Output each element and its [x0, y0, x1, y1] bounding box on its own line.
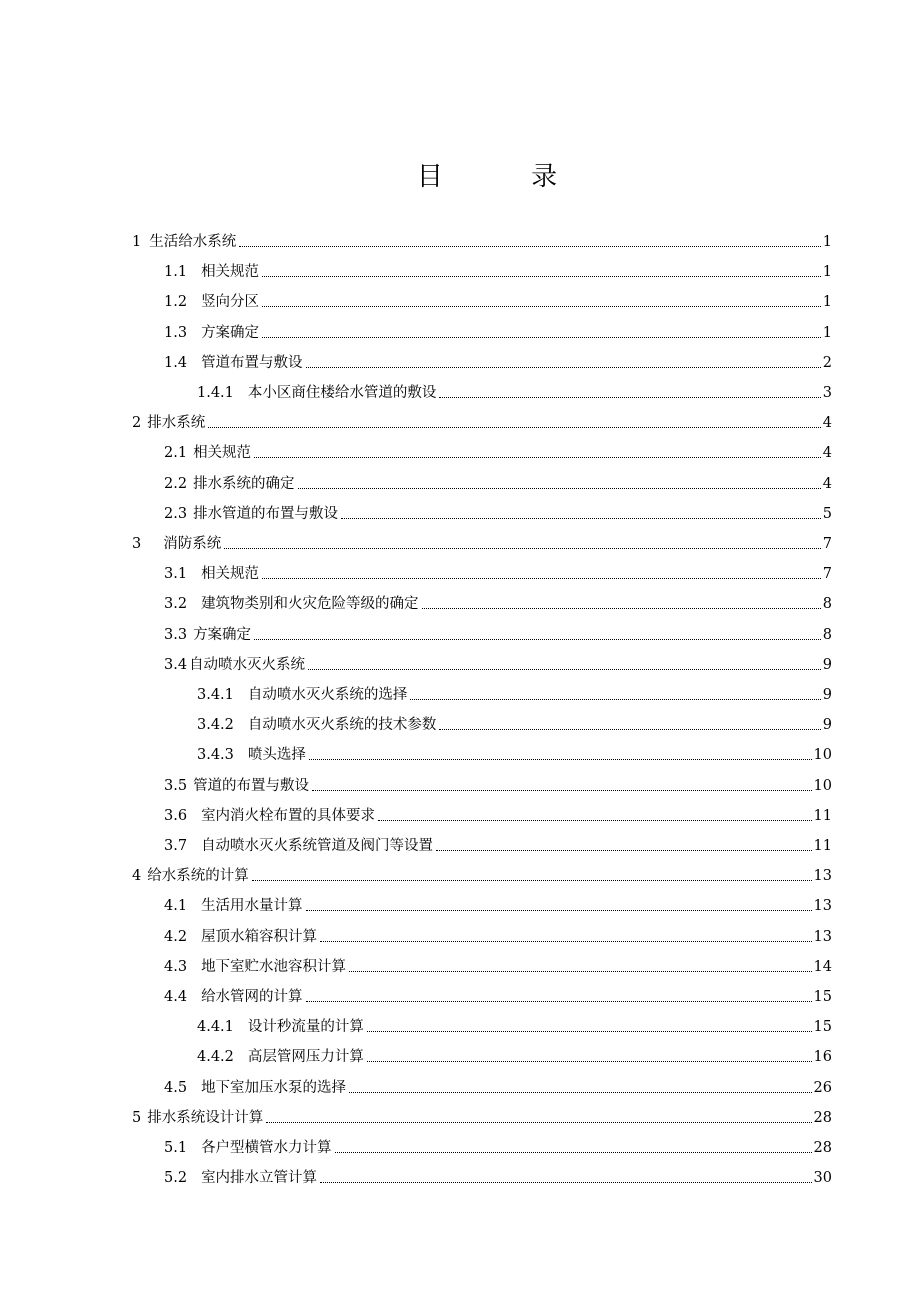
toc-entry-number: 3.1	[164, 566, 188, 583]
toc-entry-page-number: 1	[822, 324, 832, 341]
toc-dot-leader	[320, 1182, 811, 1183]
toc-dot-leader	[410, 699, 820, 700]
toc-entry-number: 5	[132, 1109, 142, 1126]
toc-entry-page-number: 7	[822, 536, 832, 552]
toc-entry-title: 自动喷水灭火系统管道及阀门等设置	[201, 838, 434, 854]
toc-entry-title: 本小区商住楼给水管道的敷设	[247, 385, 437, 401]
toc-dot-leader	[341, 518, 821, 519]
toc-entry-number: 4.4.1	[197, 1019, 234, 1036]
toc-dot-leader	[335, 1152, 812, 1153]
toc-entry-number: 3.5	[164, 777, 188, 794]
toc-dot-leader	[309, 759, 812, 760]
toc-dot-leader	[378, 820, 811, 821]
toc-entry-title: 自动喷水灭火系统的选择	[247, 687, 408, 703]
toc-entry-number: 1.4	[164, 354, 188, 371]
toc-entry-number: 1.4.1	[197, 385, 234, 401]
toc-entry-title: 自动喷水灭火系统	[189, 656, 306, 673]
toc-entry[interactable]	[164, 886, 832, 916]
toc-entry-title: 管道的布置与敷设	[193, 777, 310, 794]
toc-dot-leader	[439, 397, 820, 398]
toc-entry[interactable]	[164, 1068, 832, 1098]
toc-dot-leader	[306, 367, 821, 368]
toc-entry-page-number: 9	[822, 656, 832, 673]
toc-dot-leader	[254, 457, 821, 458]
toc-entry-title: 各户型横管水力计算	[201, 1140, 332, 1156]
toc-entry-number: 2.1	[164, 445, 188, 462]
toc-entry-title: 地下室加压水泵的选择	[201, 1079, 347, 1096]
toc-entry-page-number: 10	[813, 777, 832, 794]
toc-entry-number: 3.4	[164, 656, 188, 673]
toc-dot-leader	[306, 910, 812, 911]
toc-entry-number: 3.6	[164, 807, 188, 824]
toc-entry[interactable]	[164, 645, 832, 675]
toc-entry[interactable]	[164, 1128, 832, 1158]
toc-entry-page-number: 14	[813, 958, 832, 975]
toc-entry-page-number: 2	[822, 354, 832, 371]
toc-entry-page-number: 15	[813, 989, 832, 1005]
toc-entry-number: 2.2	[164, 475, 188, 492]
toc-entry[interactable]	[132, 856, 832, 886]
toc-entry[interactable]	[164, 584, 832, 614]
toc-entry-page-number: 7	[822, 566, 832, 583]
toc-entry-title: 排水系统设计计算	[147, 1109, 264, 1126]
toc-entry-title: 设计秒流量的计算	[247, 1019, 364, 1036]
toc-entry-page-number: 1	[822, 234, 832, 250]
toc-dot-leader	[262, 337, 821, 338]
toc-entry-number: 4.4	[164, 989, 188, 1005]
toc-entry[interactable]	[164, 494, 832, 524]
toc-entry-page-number: 15	[813, 1019, 832, 1036]
toc-dot-leader	[262, 306, 821, 307]
toc-entry-number: 5.1	[164, 1140, 188, 1156]
toc-dot-leader	[254, 639, 821, 640]
toc-dot-leader	[208, 427, 821, 428]
toc-entry-page-number: 9	[822, 717, 832, 734]
toc-entry-title: 喷头选择	[247, 747, 306, 764]
toc-entry-page-number: 28	[813, 1109, 832, 1126]
toc-entry[interactable]	[132, 403, 832, 433]
toc-entry[interactable]	[132, 1098, 832, 1128]
toc-dot-leader	[436, 850, 811, 851]
toc-entry[interactable]	[164, 343, 832, 373]
toc-entry[interactable]	[164, 766, 832, 796]
toc-entry-page-number: 30	[813, 1170, 832, 1187]
toc-entry[interactable]	[164, 977, 832, 1007]
toc-entry-number: 3.7	[164, 838, 188, 854]
toc-entry[interactable]	[164, 615, 832, 645]
toc-dot-leader	[422, 608, 821, 609]
toc-entry-page-number: 13	[813, 898, 832, 915]
toc-dot-leader	[312, 790, 811, 791]
toc-dot-leader	[298, 488, 821, 489]
toc-entry-page-number: 4	[822, 445, 832, 462]
toc-entry[interactable]	[164, 1158, 832, 1188]
toc-dot-leader	[306, 1001, 812, 1002]
toc-entry-title: 高层管网压力计算	[247, 1049, 364, 1066]
toc-entry-number: 4.2	[164, 928, 188, 945]
toc-entry[interactable]	[164, 282, 832, 312]
toc-entry-page-number: 28	[813, 1140, 832, 1156]
toc-dot-leader	[239, 246, 821, 247]
toc-entry-title: 方案确定	[201, 324, 260, 341]
toc-entry-page-number: 3	[822, 385, 832, 401]
toc-entry-page-number: 13	[813, 868, 832, 885]
toc-entry[interactable]	[197, 1037, 832, 1067]
toc-entry-page-number: 11	[813, 807, 832, 824]
toc-entry[interactable]	[164, 554, 832, 584]
toc-entry-title: 室内消火栓布置的具体要求	[201, 807, 376, 824]
toc-dot-leader	[367, 1031, 812, 1032]
toc-entry-title: 相关规范	[201, 566, 260, 583]
toc-entry-title: 地下室贮水池容积计算	[201, 958, 347, 975]
toc-dot-leader	[349, 971, 811, 972]
toc-dot-leader	[266, 1122, 811, 1123]
toc-entry-number: 1.2	[164, 294, 188, 311]
toc-entry[interactable]	[164, 826, 832, 856]
toc-entry-title: 室内排水立管计算	[201, 1170, 318, 1187]
toc-entry-page-number: 10	[813, 747, 832, 764]
toc-entry-page-number: 11	[813, 838, 832, 854]
toc-entry-number: 4.3	[164, 958, 188, 975]
toc-entry-page-number: 5	[822, 505, 832, 522]
toc-entry-number: 3	[132, 536, 142, 552]
toc-entry[interactable]	[197, 373, 832, 403]
toc-entry-number: 4.5	[164, 1079, 188, 1096]
toc-entry-title: 排水系统	[147, 415, 206, 432]
toc-dot-leader	[262, 276, 821, 277]
toc-dot-leader	[349, 1092, 811, 1093]
toc-entry-page-number: 4	[822, 475, 832, 492]
toc-entry[interactable]	[164, 464, 832, 494]
toc-entry-number: 3.2	[164, 596, 188, 613]
toc-entry[interactable]	[164, 313, 832, 343]
toc-entry-title: 给水管网的计算	[201, 989, 303, 1005]
toc-entry-page-number: 16	[813, 1049, 832, 1066]
toc-entry[interactable]	[164, 433, 832, 463]
toc-entry-title: 屋顶水箱容积计算	[201, 928, 318, 945]
toc-entry-number: 3.4.2	[197, 717, 234, 734]
toc-entry-number: 4.4.2	[197, 1049, 234, 1066]
toc-entry-number: 2	[132, 415, 142, 432]
toc-entry-page-number: 1	[822, 264, 832, 281]
toc-dot-leader	[439, 729, 820, 730]
toc-entry-number: 5.2	[164, 1170, 188, 1187]
toc-entry-title: 生活用水量计算	[201, 898, 303, 915]
toc-entry[interactable]	[164, 917, 832, 947]
toc-entry-number: 2.3	[164, 505, 188, 522]
toc-entry-title: 建筑物类别和火灾危险等级的确定	[201, 596, 419, 613]
toc-entry-title: 生活给水系统	[149, 234, 237, 250]
toc-entry[interactable]	[132, 222, 832, 252]
toc-entry-number: 4.1	[164, 898, 188, 915]
toc-entry-number: 3.3	[164, 626, 188, 643]
toc-dot-leader	[320, 941, 811, 942]
toc-entry-title: 相关规范	[193, 445, 252, 462]
toc-entry-title: 消防系统	[163, 536, 222, 552]
toc-entry[interactable]	[164, 252, 832, 282]
toc-dot-leader	[262, 578, 821, 579]
page-title: 目 录	[416, 162, 598, 192]
toc-dot-leader	[308, 669, 821, 670]
toc-entry-page-number: 8	[822, 626, 832, 643]
toc-entry-number: 1.1	[164, 264, 188, 281]
toc-entry-number: 3.4.3	[197, 747, 234, 764]
toc-entry-page-number: 13	[813, 928, 832, 945]
toc-entry[interactable]	[197, 1007, 832, 1037]
toc-entry[interactable]	[132, 524, 832, 554]
toc-entry-title: 相关规范	[201, 264, 260, 281]
toc-entry-title: 管道布置与敷设	[201, 354, 303, 371]
toc-entry-page-number: 1	[822, 294, 832, 311]
toc-entry[interactable]	[164, 947, 832, 977]
toc-entry[interactable]	[164, 796, 832, 826]
toc-entry-title: 竖向分区	[201, 294, 260, 311]
toc-entry-number: 4	[132, 868, 142, 885]
toc-entry-title: 排水系统的确定	[193, 475, 295, 492]
toc-entry-title: 给水系统的计算	[147, 868, 249, 885]
toc-entry-number: 3.4.1	[197, 687, 234, 703]
toc-entry-number: 1.3	[164, 324, 188, 341]
toc-entry-title: 方案确定	[193, 626, 252, 643]
toc-entry[interactable]	[197, 735, 832, 765]
toc-dot-leader	[367, 1061, 812, 1062]
toc-entry-page-number: 8	[822, 596, 832, 613]
toc-dot-leader	[224, 548, 821, 549]
toc-entry-title: 排水管道的布置与敷设	[193, 505, 339, 522]
toc-entry[interactable]	[197, 705, 832, 735]
toc-entry-page-number: 4	[822, 415, 832, 432]
toc-entry-page-number: 9	[822, 687, 832, 703]
toc-entry[interactable]	[197, 675, 832, 705]
toc-entry-page-number: 26	[813, 1079, 832, 1096]
toc-entry-title: 自动喷水灭火系统的技术参数	[247, 717, 437, 734]
toc-entry-number: 1	[132, 234, 142, 250]
toc-dot-leader	[252, 880, 812, 881]
